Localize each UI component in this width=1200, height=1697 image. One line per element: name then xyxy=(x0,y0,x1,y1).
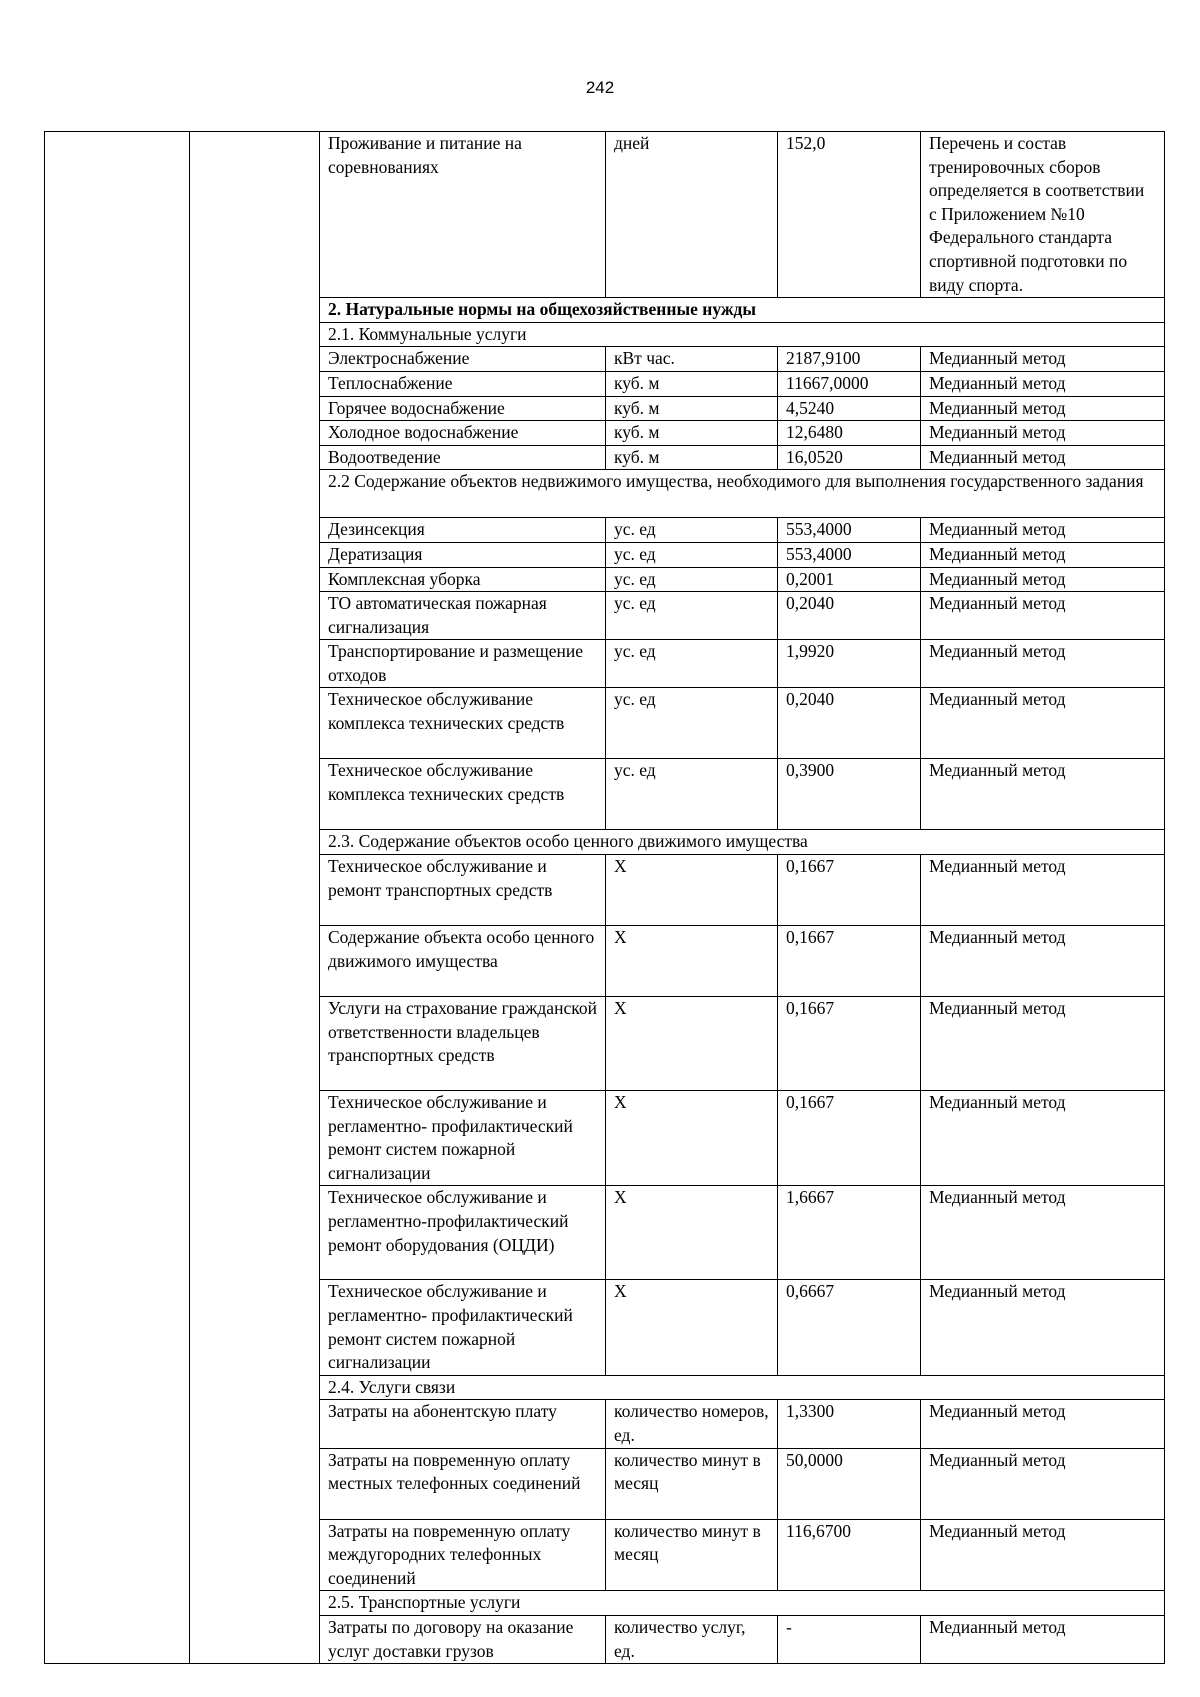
norm-value: 116,6700 xyxy=(778,1519,921,1591)
norm-value: 4,5240 xyxy=(778,396,921,421)
norm-method: Медианный метод xyxy=(921,445,1165,470)
norm-unit: ус. ед xyxy=(606,688,778,759)
norm-unit: Х xyxy=(606,855,778,926)
norm-value: 553,4000 xyxy=(778,542,921,567)
norm-unit: ус. ед xyxy=(606,518,778,543)
norm-unit: количество минут в месяц xyxy=(606,1519,778,1591)
norm-name: Затраты по договору на оказание услуг доставки грузов xyxy=(320,1615,606,1663)
norm-method: Медианный метод xyxy=(921,347,1165,372)
norm-value: 50,0000 xyxy=(778,1448,921,1519)
norm-name: Дератизация xyxy=(320,542,606,567)
norm-value: 0,1667 xyxy=(778,926,921,997)
norm-value: 0,1667 xyxy=(778,997,921,1091)
norm-name: Затраты на повременную оплату междугородних телефонных соединений xyxy=(320,1519,606,1591)
subsection-heading: 2.5. Транспортные услуги xyxy=(320,1591,1165,1616)
norm-name: Затраты на абонентскую плату xyxy=(320,1400,606,1448)
section-heading: 2. Натуральные нормы на общехозяйственные нужды xyxy=(320,298,1165,323)
norm-name: Транспортирование и размещение отходов xyxy=(320,640,606,688)
norm-unit: ус. ед xyxy=(606,592,778,640)
norm-method: Медианный метод xyxy=(921,688,1165,759)
norm-method: Медианный метод xyxy=(921,1615,1165,1663)
norm-name: Техническое обслуживание комплекса технических средств xyxy=(320,688,606,759)
norm-name: ТО автоматическая пожарная сигнализация xyxy=(320,592,606,640)
norm-unit: количество услуг, ед. xyxy=(606,1615,778,1663)
table-row xyxy=(45,132,1165,298)
norm-method: Медианный метод xyxy=(921,1519,1165,1591)
norm-unit: Х xyxy=(606,1280,778,1375)
norm-note: Перечень и состав тренировочных сборов определяется в соответствии с Приложением №10 Федерального стандарта спортивной подготовки по виду спорта. xyxy=(921,132,1165,298)
norm-method: Медианный метод xyxy=(921,759,1165,830)
empty-column-1 xyxy=(45,132,190,1664)
norm-value: 12,6480 xyxy=(778,421,921,446)
norm-method: Медианный метод xyxy=(921,926,1165,997)
subsection-heading: 2.3. Содержание объектов особо ценного движимого имущества xyxy=(320,830,1165,855)
norm-unit: Х xyxy=(606,1186,778,1280)
norm-value: 0,2001 xyxy=(778,567,921,592)
norm-name: Теплоснабжение xyxy=(320,371,606,396)
norm-method: Медианный метод xyxy=(921,371,1165,396)
norm-method: Медианный метод xyxy=(921,997,1165,1091)
subsection-heading: 2.4. Услуги связи xyxy=(320,1375,1165,1400)
norm-method: Медианный метод xyxy=(921,640,1165,688)
empty-column-2 xyxy=(190,132,320,1664)
norm-name: Содержание объекта особо ценного движимого имущества xyxy=(320,926,606,997)
norm-value: 152,0 xyxy=(778,132,921,298)
norm-value: 16,0520 xyxy=(778,445,921,470)
norm-method: Медианный метод xyxy=(921,1280,1165,1375)
norm-name: Проживание и питание на соревнованиях xyxy=(320,132,606,298)
norm-method: Медианный метод xyxy=(921,421,1165,446)
norm-unit: ус. ед xyxy=(606,640,778,688)
norm-unit: Х xyxy=(606,1091,778,1186)
norm-unit: куб. м xyxy=(606,396,778,421)
norm-value: 0,6667 xyxy=(778,1280,921,1375)
page-number: 242 xyxy=(585,78,615,97)
norm-value: - xyxy=(778,1615,921,1663)
norm-unit: ус. ед xyxy=(606,542,778,567)
norm-method: Медианный метод xyxy=(921,567,1165,592)
norm-method: Медианный метод xyxy=(921,542,1165,567)
norm-method: Медианный метод xyxy=(921,1448,1165,1519)
norm-method: Медианный метод xyxy=(921,1400,1165,1448)
norm-value: 1,6667 xyxy=(778,1186,921,1280)
norm-value: 1,3300 xyxy=(778,1400,921,1448)
norm-value: 0,1667 xyxy=(778,1091,921,1186)
norm-name: Техническое обслуживание и ремонт транспортных средств xyxy=(320,855,606,926)
norm-name: Техническое обслуживание и регламентно-профилактический ремонт оборудования (ОЦДИ) xyxy=(320,1186,606,1280)
norm-method: Медианный метод xyxy=(921,1186,1165,1280)
norm-name: Затраты на повременную оплату местных телефонных соединений xyxy=(320,1448,606,1519)
norm-value: 553,4000 xyxy=(778,518,921,543)
norm-value: 0,2040 xyxy=(778,592,921,640)
norm-name: Комплексная уборка xyxy=(320,567,606,592)
norm-unit: Х xyxy=(606,997,778,1091)
norm-unit: кВт час. xyxy=(606,347,778,372)
norm-unit: количество номеров, ед. xyxy=(606,1400,778,1448)
norm-value: 11667,0000 xyxy=(778,371,921,396)
norm-unit: куб. м xyxy=(606,445,778,470)
norm-name: Водоотведение xyxy=(320,445,606,470)
norm-name: Электроснабжение xyxy=(320,347,606,372)
norm-method: Медианный метод xyxy=(921,592,1165,640)
norm-unit: количество минут в месяц xyxy=(606,1448,778,1519)
norm-value: 0,1667 xyxy=(778,855,921,926)
norm-value: 0,2040 xyxy=(778,688,921,759)
norm-value: 0,3900 xyxy=(778,759,921,830)
norm-unit: ус. ед xyxy=(606,759,778,830)
norm-unit: куб. м xyxy=(606,421,778,446)
norm-method: Медианный метод xyxy=(921,518,1165,543)
norm-unit: куб. м xyxy=(606,371,778,396)
subsection-heading: 2.2 Содержание объектов недвижимого имущества, необходимого для выполнения государственного задания xyxy=(320,470,1165,518)
norm-name: Техническое обслуживание комплекса технических средств xyxy=(320,759,606,830)
norm-value: 2187,9100 xyxy=(778,347,921,372)
norm-value: 1,9920 xyxy=(778,640,921,688)
norm-unit: ус. ед xyxy=(606,567,778,592)
norm-name: Техническое обслуживание и регламентно- профилактический ремонт систем пожарной сигнализации xyxy=(320,1280,606,1375)
norm-method: Медианный метод xyxy=(921,855,1165,926)
norm-name: Холодное водоснабжение xyxy=(320,421,606,446)
subsection-heading: 2.1. Коммунальные услуги xyxy=(320,322,1165,347)
norm-method: Медианный метод xyxy=(921,1091,1165,1186)
norm-name: Услуги на страхование гражданской ответственности владельцев транспортных средств xyxy=(320,997,606,1091)
norm-name: Техническое обслуживание и регламентно- профилактический ремонт систем пожарной сигнализации xyxy=(320,1091,606,1186)
norm-name: Дезинсекция xyxy=(320,518,606,543)
norm-method: Медианный метод xyxy=(921,396,1165,421)
norm-unit: дней xyxy=(606,132,778,298)
norm-unit: Х xyxy=(606,926,778,997)
norms-table xyxy=(44,131,1165,1664)
norm-name: Горячее водоснабжение xyxy=(320,396,606,421)
